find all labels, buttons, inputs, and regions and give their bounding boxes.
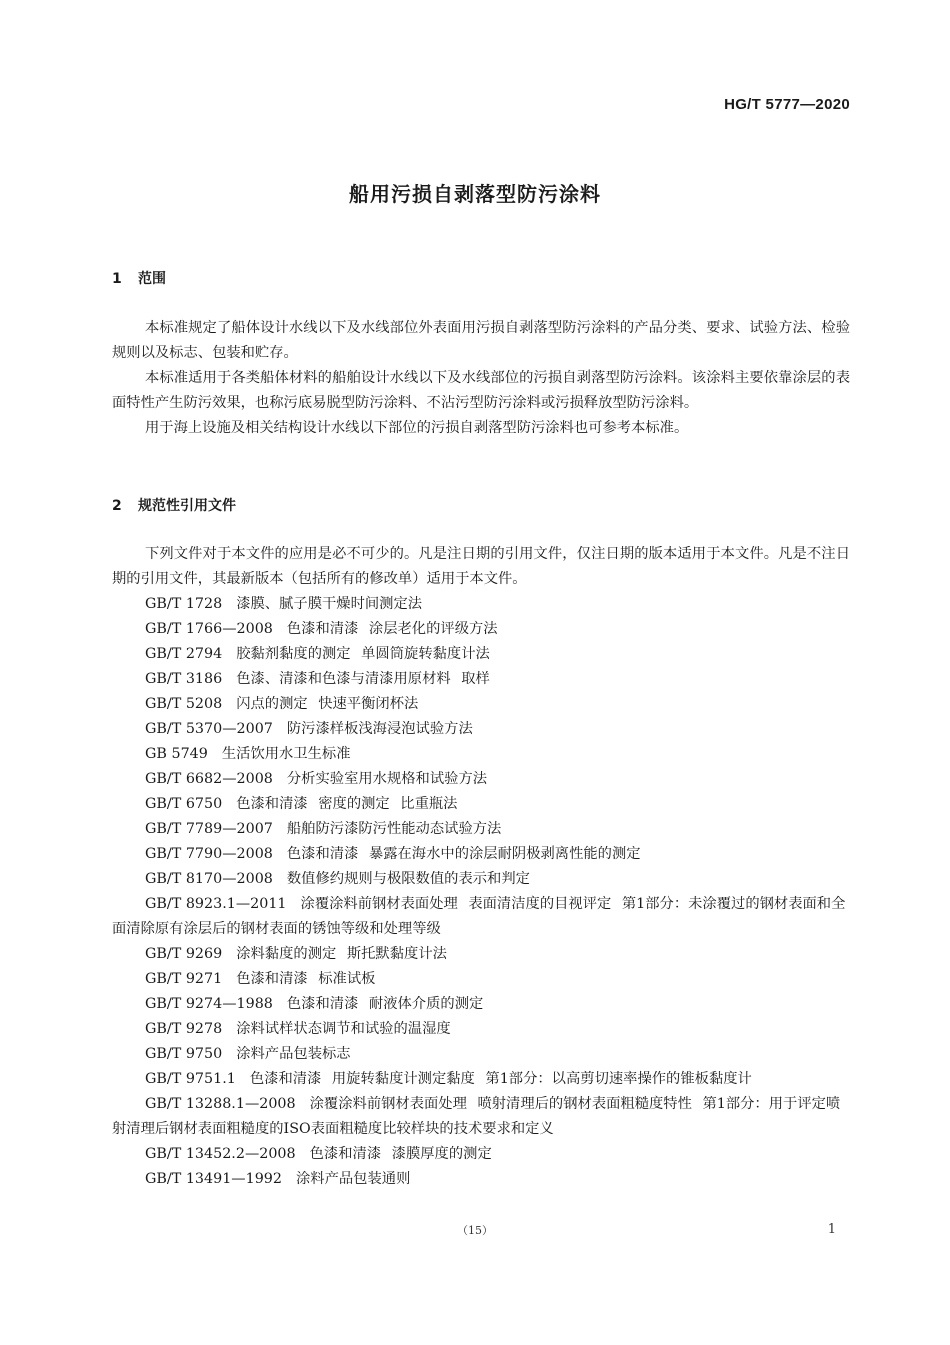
reference-code: GB/T 9271 bbox=[145, 971, 223, 987]
reference-code: GB/T 7789—2007 bbox=[145, 821, 273, 837]
reference-title: 船舶防污漆防污性能动态试验方法 bbox=[286, 821, 502, 837]
reference-code: GB/T 9269 bbox=[145, 946, 223, 962]
reference-item bbox=[112, 592, 850, 617]
reference-item bbox=[112, 1042, 850, 1067]
reference-code: GB/T 13288.1—2008 bbox=[145, 1096, 296, 1112]
page-number: 1 bbox=[827, 1222, 836, 1237]
reference-title: 色漆和清漆 涂层老化的评级方法 bbox=[286, 621, 498, 637]
reference-item bbox=[112, 617, 850, 642]
paragraph: 用于海上设施及相关结构设计水线以下部位的污损自剥落型防污涂料也可参考本标准。 bbox=[145, 420, 689, 436]
paragraph: 本标准适用于各类船体材料的船舶设计水线以下及水线部位的污损自剥落型防污涂料。该涂料主要依靠涂层的表面特性产生防污效果，也称污底易脱型防污涂料、不沾污型防污涂料或污损释放型防污涂料。 bbox=[112, 370, 850, 411]
reference-title: 数值修约规则与极限数值的表示和判定 bbox=[286, 871, 530, 887]
section-1-body bbox=[112, 316, 850, 441]
reference-title: 分析实验室用水规格和试验方法 bbox=[286, 771, 488, 787]
reference-title: 涂料黏度的测定 斯托默黏度计法 bbox=[236, 946, 447, 962]
reference-item bbox=[112, 792, 850, 817]
reference-item bbox=[112, 1017, 850, 1042]
paragraph: 下列文件对于本文件的应用是必不可少的。凡是注日期的引用文件，仅注日期的版本适用于本文件。凡是不注日期的引用文件，其最新版本（包括所有的修改单）适用于本文件。 bbox=[112, 546, 850, 587]
reference-item bbox=[112, 942, 850, 967]
reference-item bbox=[112, 867, 850, 892]
document-title: 船用污损自剥落型防污涂料 bbox=[349, 182, 601, 206]
reference-item bbox=[112, 842, 850, 867]
section-2-heading bbox=[112, 495, 236, 515]
reference-item bbox=[112, 642, 850, 667]
paragraph: 本标准规定了船体设计水线以下及水线部位外表面用污损自剥落型防污涂料的产品分类、要求、试验方法、检验规则以及标志、包装和贮存。 bbox=[112, 320, 850, 361]
reference-code: GB/T 13452.2—2008 bbox=[145, 1146, 296, 1162]
reference-code: GB/T 8923.1—2011 bbox=[145, 896, 287, 912]
reference-title: 色漆和清漆 耐液体介质的测定 bbox=[286, 996, 484, 1012]
reference-title: 漆膜、腻子膜干燥时间测定法 bbox=[236, 596, 423, 612]
reference-code: GB/T 2794 bbox=[145, 646, 223, 662]
reference-title: 涂料试样状态调节和试验的温湿度 bbox=[236, 1021, 451, 1037]
reference-code: GB/T 6750 bbox=[145, 796, 223, 812]
reference-list bbox=[112, 592, 850, 1192]
reference-title: 闪点的测定 快速平衡闭杯法 bbox=[236, 696, 419, 712]
reference-item bbox=[112, 1142, 850, 1167]
reference-code: GB/T 1728 bbox=[145, 596, 223, 612]
standard-code: HG/T 5777—2020 bbox=[724, 96, 850, 113]
reference-code: GB/T 5370—2007 bbox=[145, 721, 273, 737]
reference-title: 色漆和清漆 暴露在海水中的涂层耐阴极剥离性能的测定 bbox=[286, 846, 641, 862]
reference-item bbox=[112, 1067, 850, 1092]
reference-title: 生活饮用水卫生标准 bbox=[221, 746, 351, 762]
reference-item bbox=[112, 817, 850, 842]
reference-title: 涂覆涂料前钢材表面处理 表面清洁度的目视评定 第1部分：未涂覆过的钢材表面和全面清除原有涂层后的钢材表面的锈蚀等级和处理等级 bbox=[112, 896, 846, 937]
reference-item bbox=[112, 667, 850, 692]
reference-item bbox=[112, 767, 850, 792]
reference-title: 色漆和清漆 密度的测定 比重瓶法 bbox=[236, 796, 458, 812]
reference-title: 防污漆样板浅海浸泡试验方法 bbox=[286, 721, 473, 737]
reference-item bbox=[112, 967, 850, 992]
reference-code: GB/T 9278 bbox=[145, 1021, 223, 1037]
section-number: 1 bbox=[112, 271, 122, 287]
reference-code: GB/T 1766—2008 bbox=[145, 621, 273, 637]
reference-code: GB/T 9751.1 bbox=[145, 1071, 236, 1087]
reference-code: GB/T 5208 bbox=[145, 696, 223, 712]
reference-code: GB/T 9750 bbox=[145, 1046, 223, 1062]
reference-title: 涂覆涂料前钢材表面处理 喷射清理后的钢材表面粗糙度特性 第1部分：用于评定喷射清理后钢材表面粗糙度的ISO表面粗糙度比较样块的技术要求和定义 bbox=[112, 1096, 841, 1137]
reference-item bbox=[112, 992, 850, 1017]
section-2-intro bbox=[112, 542, 850, 592]
reference-code: GB 5749 bbox=[145, 746, 208, 762]
reference-title: 涂料产品包装通则 bbox=[296, 1171, 411, 1187]
footer-page-marker: （15） bbox=[457, 1224, 493, 1237]
reference-code: GB/T 8170—2008 bbox=[145, 871, 273, 887]
reference-title: 色漆、清漆和色漆与清漆用原材料 取样 bbox=[236, 671, 490, 687]
section-title: 范围 bbox=[138, 271, 166, 287]
reference-code: GB/T 7790—2008 bbox=[145, 846, 273, 862]
section-1-heading bbox=[112, 268, 166, 288]
reference-item bbox=[112, 1167, 850, 1192]
reference-title: 涂料产品包装标志 bbox=[236, 1046, 351, 1062]
section-number: 2 bbox=[112, 498, 122, 514]
reference-item bbox=[112, 742, 850, 767]
reference-title: 胶黏剂黏度的测定 单圆筒旋转黏度计法 bbox=[236, 646, 490, 662]
reference-item bbox=[112, 892, 850, 942]
reference-title: 色漆和清漆 用旋转黏度计测定黏度 第1部分：以高剪切速率操作的锥板黏度计 bbox=[249, 1071, 752, 1087]
section-title: 规范性引用文件 bbox=[138, 498, 236, 514]
reference-item bbox=[112, 692, 850, 717]
reference-code: GB/T 6682—2008 bbox=[145, 771, 273, 787]
reference-title: 色漆和清漆 标准试板 bbox=[236, 971, 376, 987]
reference-code: GB/T 13491—1992 bbox=[145, 1171, 282, 1187]
reference-code: GB/T 3186 bbox=[145, 671, 223, 687]
reference-item bbox=[112, 1092, 850, 1142]
reference-title: 色漆和清漆 漆膜厚度的测定 bbox=[309, 1146, 492, 1162]
reference-item bbox=[112, 717, 850, 742]
reference-code: GB/T 9274—1988 bbox=[145, 996, 273, 1012]
